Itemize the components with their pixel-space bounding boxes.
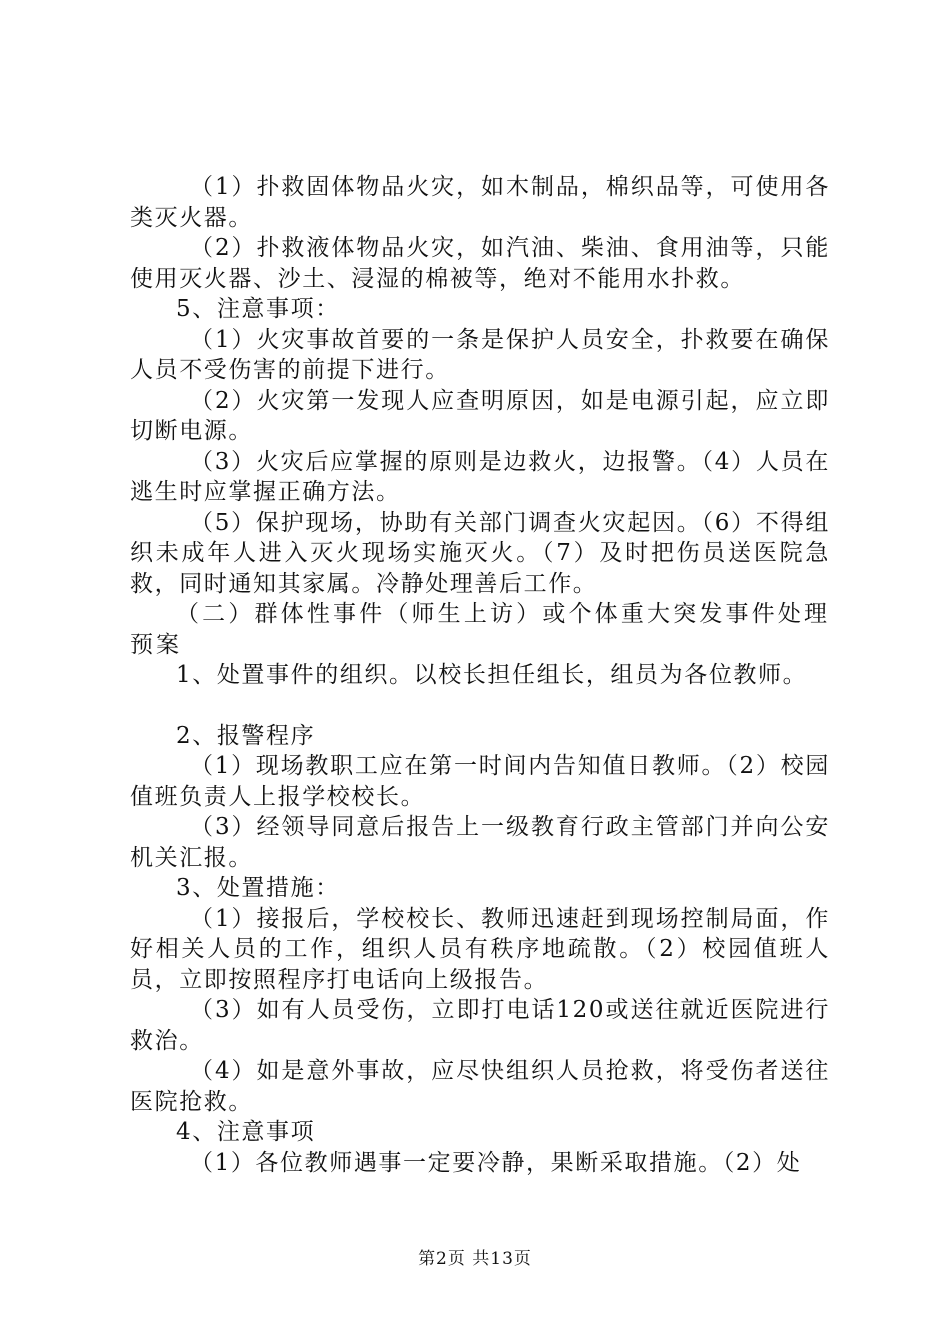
paragraph: （3）经领导同意后报告上一级教育行政主管部门并向公安机关汇报。 [130,814,830,871]
paragraph: （3）如有人员受伤，立即打电话120或送往就近医院进行救治。 [130,997,830,1054]
paragraph: （4）如是意外事故，应尽快组织人员抢救，将受伤者送往医院抢救。 [130,1058,830,1115]
paragraph: （1）各位教师遇事一定要冷静，果断采取措施。（2）处 [190,1149,802,1176]
section-title: （二）群体性事件（师生上访）或个体重大突发事件处理预案 [130,601,830,658]
document-body [130,172,830,1178]
paragraph: （5）保护现场，协助有关部门调查火灾起因。（6）不得组织未成年人进入灭火现场实施灭火。（7）及时把伤员送医院急救，同时通知其家属。冷静处理善后工作。 [130,509,830,597]
paragraph: （1）接报后，学校校长、教师迅速赶到现场控制局面，作好相关人员的工作，组织人员有秩序地疏散。（2）校园值班人员，立即按照程序打电话向上级报告。 [130,905,830,993]
blank-line [130,691,830,721]
page-footer: 第2页 共13页 [418,1249,532,1269]
paragraph: （1）扑救固体物品火灾，如木制品，棉织品等，可使用各类灭火器。 [130,174,830,231]
paragraph: （1）火灾事故首要的一条是保护人员安全，扑救要在确保人员不受伤害的前提下进行。 [130,326,830,383]
section-heading: 5、注意事项： [176,296,340,322]
section-heading: 2、报警程序 [176,722,316,749]
section-heading: 4、注意事项 [176,1119,316,1145]
section-heading: 3、处置措施： [176,875,340,901]
paragraph: （3）火灾后应掌握的原则是边救火，边报警。（4）人员在逃生时应掌握正确方法。 [130,448,830,505]
section-heading: 1、处置事件的组织。以校长担任组长，组员为各位教师。 [176,662,808,688]
paragraph: （2）火灾第一发现人应查明原因，如是电源引起，应立即切断电源。 [130,387,830,444]
paragraph: （2）扑救液体物品火灾，如汽油、柴油、食用油等，只能使用灭火器、沙土、浸湿的棉被等，绝对不能用水扑救。 [130,235,830,292]
paragraph: （1）现场教职工应在第一时间内告知值日教师。（2）校园值班负责人上报学校校长。 [130,753,830,810]
